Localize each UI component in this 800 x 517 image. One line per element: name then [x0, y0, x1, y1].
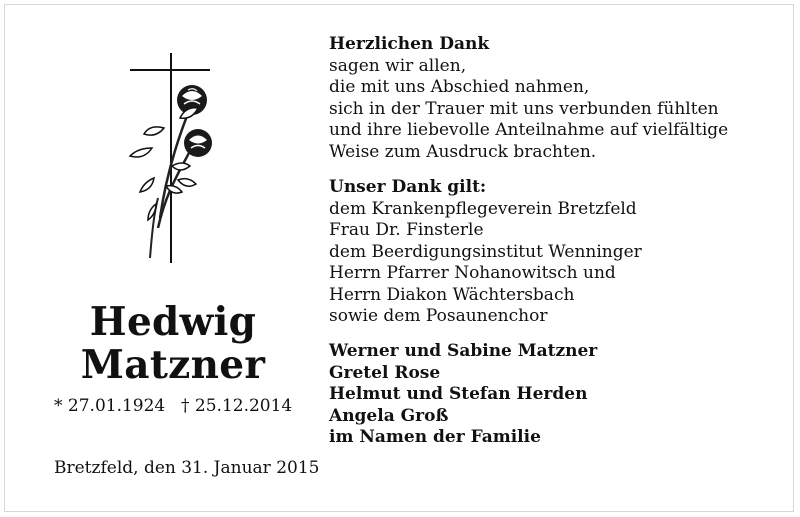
dank-gilt-line: Herrn Pfarrer Nohanowitsch und [329, 263, 616, 283]
dank-gilt-line: Frau Dr. Finsterle [329, 220, 484, 240]
signature-line: Werner und Sabine Matzner [329, 341, 598, 361]
death-date: † 25.12.2014 [181, 396, 293, 416]
cross-with-roses-icon [122, 48, 222, 268]
birth-date: * 27.01.1924 [54, 396, 166, 416]
thanks-section [329, 34, 728, 163]
signature-line: Helmut und Stefan Herden [329, 384, 588, 404]
thanks-line: die mit uns Abschied nahmen, [329, 77, 590, 97]
dank-gilt-section [329, 177, 642, 328]
signature-line: im Namen der Familie [329, 427, 541, 447]
signatures-section [329, 341, 597, 449]
dank-gilt-line: sowie dem Posaunenchor [329, 306, 548, 326]
dank-gilt-heading: Unser Dank gilt: [329, 177, 487, 197]
dank-gilt-line: dem Beerdigungsinstitut Wenninger [329, 241, 642, 262]
thanks-line: Weise zum Ausdruck brachten. [329, 141, 597, 162]
thanks-line: sich in der Trauer mit uns verbunden fühlten [329, 98, 719, 119]
deceased-first-name: Hedwig [89, 299, 257, 345]
signature-line: Angela Groß [329, 405, 449, 426]
dank-gilt-line: dem Krankenpflegeverein Bretzfeld [329, 198, 637, 219]
dank-gilt-line: Herrn Diakon Wächtersbach [329, 284, 575, 305]
thanks-line: sagen wir allen, [329, 55, 467, 76]
place-and-date: Bretzfeld, den 31. Januar 2015 [54, 458, 320, 478]
thanks-heading: Herzlichen Dank [329, 34, 490, 54]
deceased-last-name: Matzner [80, 342, 266, 388]
thanks-line: und ihre liebevolle Anteilnahme auf vielfältige [329, 120, 729, 140]
signature-line: Gretel Rose [329, 362, 441, 383]
